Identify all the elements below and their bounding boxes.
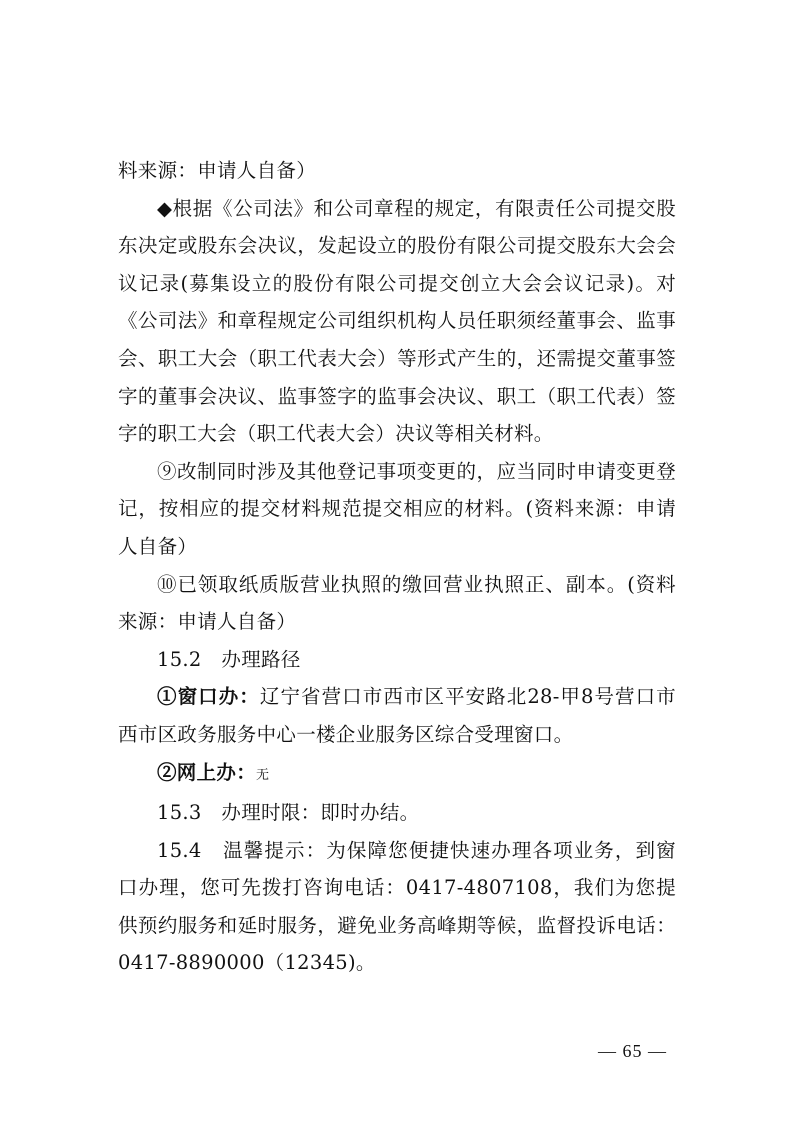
online-handling-value: 无 xyxy=(256,767,270,783)
paragraph-item-10: ⑩已领取纸质版营业执照的缴回营业执照正、副本。(资料来源：申请人自备） xyxy=(118,572,676,634)
paragraph-material-source-continuation: 料来源：申请人自备） xyxy=(118,159,317,182)
paragraph-window-handling xyxy=(118,678,676,753)
paragraph-company-law-resolutions: ◆根据《公司法》和公司章程的规定，有限责任公司提交股东决定或股东会决议，发起设立的股份有限公司提交股东大会会议记录(募集设立的股份有限公司提交创立大会会议记录)。对《公司法》和章程规定公司组织机构人员任职须经董事会、监事会、职工大会（职工代表大会）等形式产生的，还需提交董事签字的董事会决议、监事签字的监事会决议、职工（职工代表）签字的职工大会（职工代表大会）决议等相关材料。 xyxy=(118,196,676,446)
window-handling-label: ①窗口办： xyxy=(157,685,260,709)
online-handling-label: ②网上办： xyxy=(157,760,257,784)
page-number: — 65 — xyxy=(598,1041,667,1061)
section-15-3-time-limit: 15.3 办理时限：即时办结。 xyxy=(157,801,420,825)
paragraph-item-9: ⑨改制同时涉及其他登记事项变更的，应当同时申请变更登记，按相应的提交材料规范提交相应的材料。(资料来源：申请人自备） xyxy=(118,459,676,558)
window-handling-address: 辽宁省营口市西市区平安路北28-甲8号营口市西市区政务服务中心一楼企业服务区综合受理窗口。 xyxy=(118,685,676,746)
document-body xyxy=(118,152,676,982)
section-15-4-tips: 15.4 温馨提示：为保障您便捷快速办理各项业务，到窗口办理，您可先拨打咨询电话：0417-4807108，我们为您提供预约服务和延时服务，避免业务高峰期等候，监督投诉电话：0417-8890000（12345)。 xyxy=(118,838,676,975)
section-heading-15-2: 15.2 办理路径 xyxy=(157,647,301,671)
paragraph-online-handling xyxy=(118,754,676,795)
